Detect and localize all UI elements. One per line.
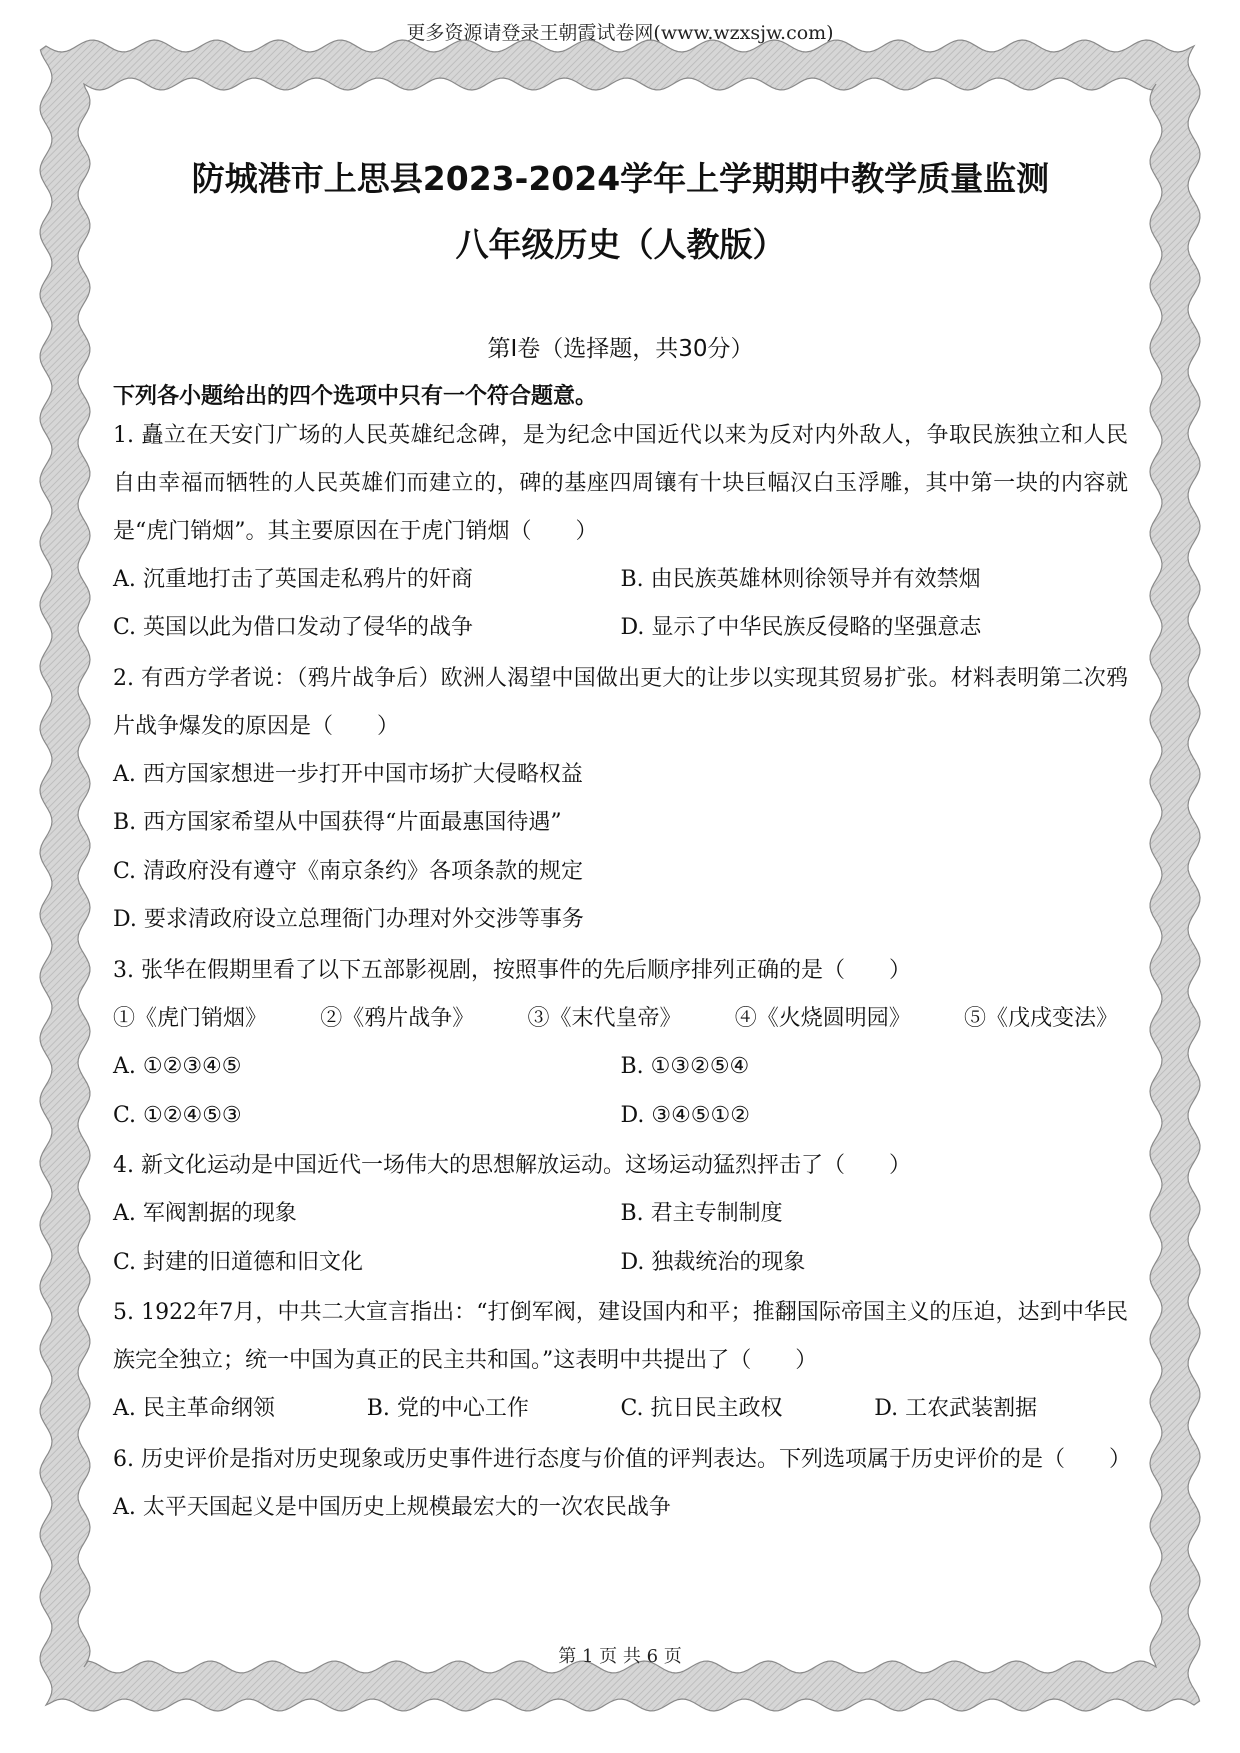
option-b: B. 由民族英雄林则徐领导并有效禁烟	[620, 566, 981, 592]
exam-subtitle: 八年级历史（人教版）	[455, 225, 786, 265]
option-a: A. 沉重地打击了英国走私鸦片的奸商	[113, 566, 473, 592]
option-a: A. 军阀割据的现象	[113, 1201, 297, 1226]
instructions: 下列各小题给出的四个选项中只有一个符合题意。	[113, 383, 598, 409]
question-stem: 2. 有西方学者说：（鸦片战争后）欧洲人渴望中国做出更大的让步以实现其贸易扩张。材料表明第二次鸦片战争爆发的原因是（ ）	[113, 665, 1128, 739]
question-stem: 4. 新文化运动是中国近代一场伟大的思想解放运动。这场运动猛烈抨击了（ ）	[113, 1153, 911, 1178]
question-stem: 3. 张华在假期里看了以下五部影视剧，按照事件的先后顺序排列正确的是（ ）	[113, 957, 911, 983]
option-b: B. ①③②⑤④	[620, 1054, 750, 1079]
film-item: ①《虎门销烟》	[113, 1005, 268, 1031]
option-b: B. 西方国家希望从中国获得“片面最惠国待遇”	[113, 810, 562, 835]
option-c: C. 清政府没有遵守《南京条约》各项条款的规定	[113, 858, 584, 884]
option-d: D. 显示了中华民族反侵略的坚强意志	[620, 615, 982, 640]
question-4	[113, 1142, 1128, 1287]
question-1	[113, 412, 1128, 653]
film-item: ④《火烧圆明园》	[734, 1005, 911, 1031]
option-c: C. 抗日民主政权	[620, 1396, 783, 1421]
exam-title: 防城港市上思县2023-2024学年上学期期中教学质量监测	[191, 159, 1050, 198]
question-stem: 6. 历史评价是指对历史现象或历史事件进行态度与价值的评判表达。下列选项属于历史评价的是（ ）	[113, 1446, 1131, 1472]
option-c: C. 封建的旧道德和旧文化	[113, 1249, 364, 1275]
film-list	[113, 995, 1128, 1044]
option-a: A. ①②③④⑤	[113, 1054, 242, 1079]
option-b: B. 君主专制制度	[620, 1201, 783, 1226]
option-c: C. ①②④⑤③	[113, 1102, 242, 1128]
question-3	[113, 947, 1128, 1141]
film-item: ②《鸦片战争》	[320, 1005, 475, 1031]
option-d: D. ③④⑤①②	[620, 1102, 750, 1128]
film-item: ⑤《戊戌变法》	[963, 1005, 1118, 1031]
question-stem: 5. 1922年7月，中共二大宣言指出：“打倒军阀，建设国内和平；推翻国际帝国主义的压迫，达到中华民族完全独立；统一中国为真正的民主共和国。”这表明中共提出了（ ）	[113, 1300, 1128, 1373]
option-d: D. 工农武装割据	[874, 1396, 1038, 1421]
option-c: C. 英国以此为借口发动了侵华的战争	[113, 615, 474, 640]
page-footer: 第 1 页 共 6 页	[558, 1646, 682, 1667]
section-title: 第Ⅰ卷（选择题，共30分）	[487, 335, 754, 362]
option-d: D. 独裁统治的现象	[620, 1249, 806, 1275]
option-a: A. 太平天国起义是中国历史上规模最宏大的一次农民战争	[113, 1494, 671, 1520]
option-a: A. 民主革命纲领	[113, 1396, 275, 1421]
question-2	[113, 655, 1128, 945]
header-note: 更多资源请登录王朝霞试卷网(www.wzxsjw.com)	[406, 22, 834, 44]
question-6	[113, 1436, 1131, 1533]
exam-page	[113, 150, 1131, 1532]
option-a: A. 西方国家想进一步打开中国市场扩大侵略权益	[113, 761, 583, 787]
question-stem: 1. 矗立在天安门广场的人民英雄纪念碑，是为纪念中国近代以来为反对内外敌人，争取民族独立和人民自由幸福而牺牲的人民英雄们而建立的，碑的基座四周镶有十块巨幅汉白玉浮雕，其中第一块的内容就是“虎门销烟”。其主要原因在于虎门销烟（ ）	[113, 422, 1128, 544]
option-b: B. 党的中心工作	[366, 1396, 529, 1421]
option-d: D. 要求清政府设立总理衙门办理对外交涉等事务	[113, 907, 584, 932]
film-item: ③《末代皇帝》	[527, 1005, 682, 1031]
question-5	[113, 1289, 1128, 1434]
